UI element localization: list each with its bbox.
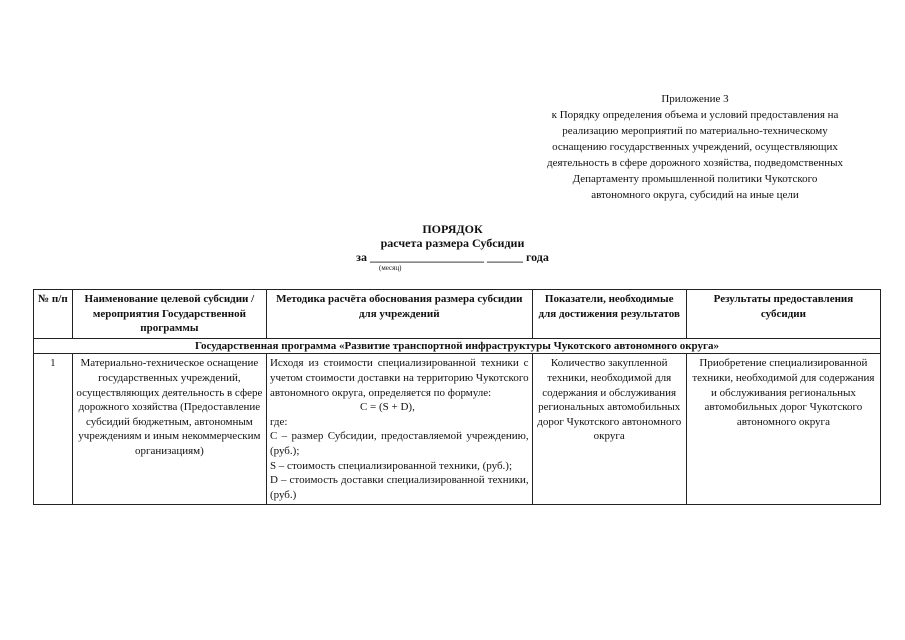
row-indicators: Количество закупленной техники, необходимой для содержания и обслуживания региональных автомобильных дорог Чукотского автономного округа <box>532 354 686 505</box>
section-title: Государственная программа «Развитие транспортной инфраструктуры Чукотского автономного округа» <box>34 338 881 354</box>
appendix-line: оснащению государственных учреждений, осуществляющих <box>552 141 838 153</box>
header-results: Результаты предоставления субсидии <box>686 290 880 339</box>
row-num: 1 <box>34 354 73 505</box>
method-def-d: D – стоимость доставки специализированной техники, (руб.) <box>269 474 529 501</box>
appendix-block <box>505 91 885 203</box>
appendix-line: деятельность в сфере дорожного хозяйства, подведомственных <box>547 157 843 169</box>
header-indicators: Показатели, необходимые для достижения результатов <box>532 290 686 339</box>
method-def-c: C – размер Субсидии, предоставляемой учреждению, (руб.); <box>269 430 529 457</box>
row-method <box>266 354 532 505</box>
header-name: Наименование целевой субсидии /мероприятия Государственной программы <box>72 290 266 339</box>
header-num: № п/п <box>34 290 73 339</box>
method-intro: Исходя из стоимости специализированной техники с учетом стоимости доставки на территорию Чукотского автономного округа, определяется по формуле: <box>269 357 529 399</box>
row-name: Материально-техническое оснащение государственных учреждений, осуществляющих деятельность в сфере дорожного хозяйства (Предоставление субсидий бюджетным, автономным учреждениям и иным некоммерческим организациям) <box>72 354 266 505</box>
month-note: (месяц) <box>379 264 402 272</box>
appendix-line: Приложение 3 <box>661 93 729 105</box>
section-row <box>34 338 881 354</box>
appendix-line: Департаменту промышленной политики Чукотского <box>572 173 818 185</box>
subsidy-table <box>33 289 881 505</box>
table-header-row <box>34 290 881 339</box>
document-subtitle: расчета размера Субсидии <box>380 236 525 250</box>
method-formula: C = (S + D), <box>359 401 415 414</box>
method-def-s: S – стоимость специализированной техники, (руб.); <box>269 459 513 472</box>
appendix-line: реализацию мероприятий по материально-техническому <box>562 125 828 137</box>
header-method: Методика расчёта обоснования размера субсидии для учреждений <box>266 290 532 339</box>
method-where: где: <box>269 415 288 428</box>
appendix-line: к Порядку определения объема и условий предоставления на <box>551 109 839 121</box>
period-line: за ___________________ ______ года <box>356 250 549 264</box>
row-results: Приобретение специализированной техники, необходимой для содержания и обслуживания региональных автомобильных дорог Чукотского автономного округа <box>686 354 880 505</box>
document-title: ПОРЯДОК <box>422 222 483 236</box>
table-row <box>34 354 881 505</box>
appendix-line: автономного округа, субсидий на иные цели <box>591 189 799 201</box>
